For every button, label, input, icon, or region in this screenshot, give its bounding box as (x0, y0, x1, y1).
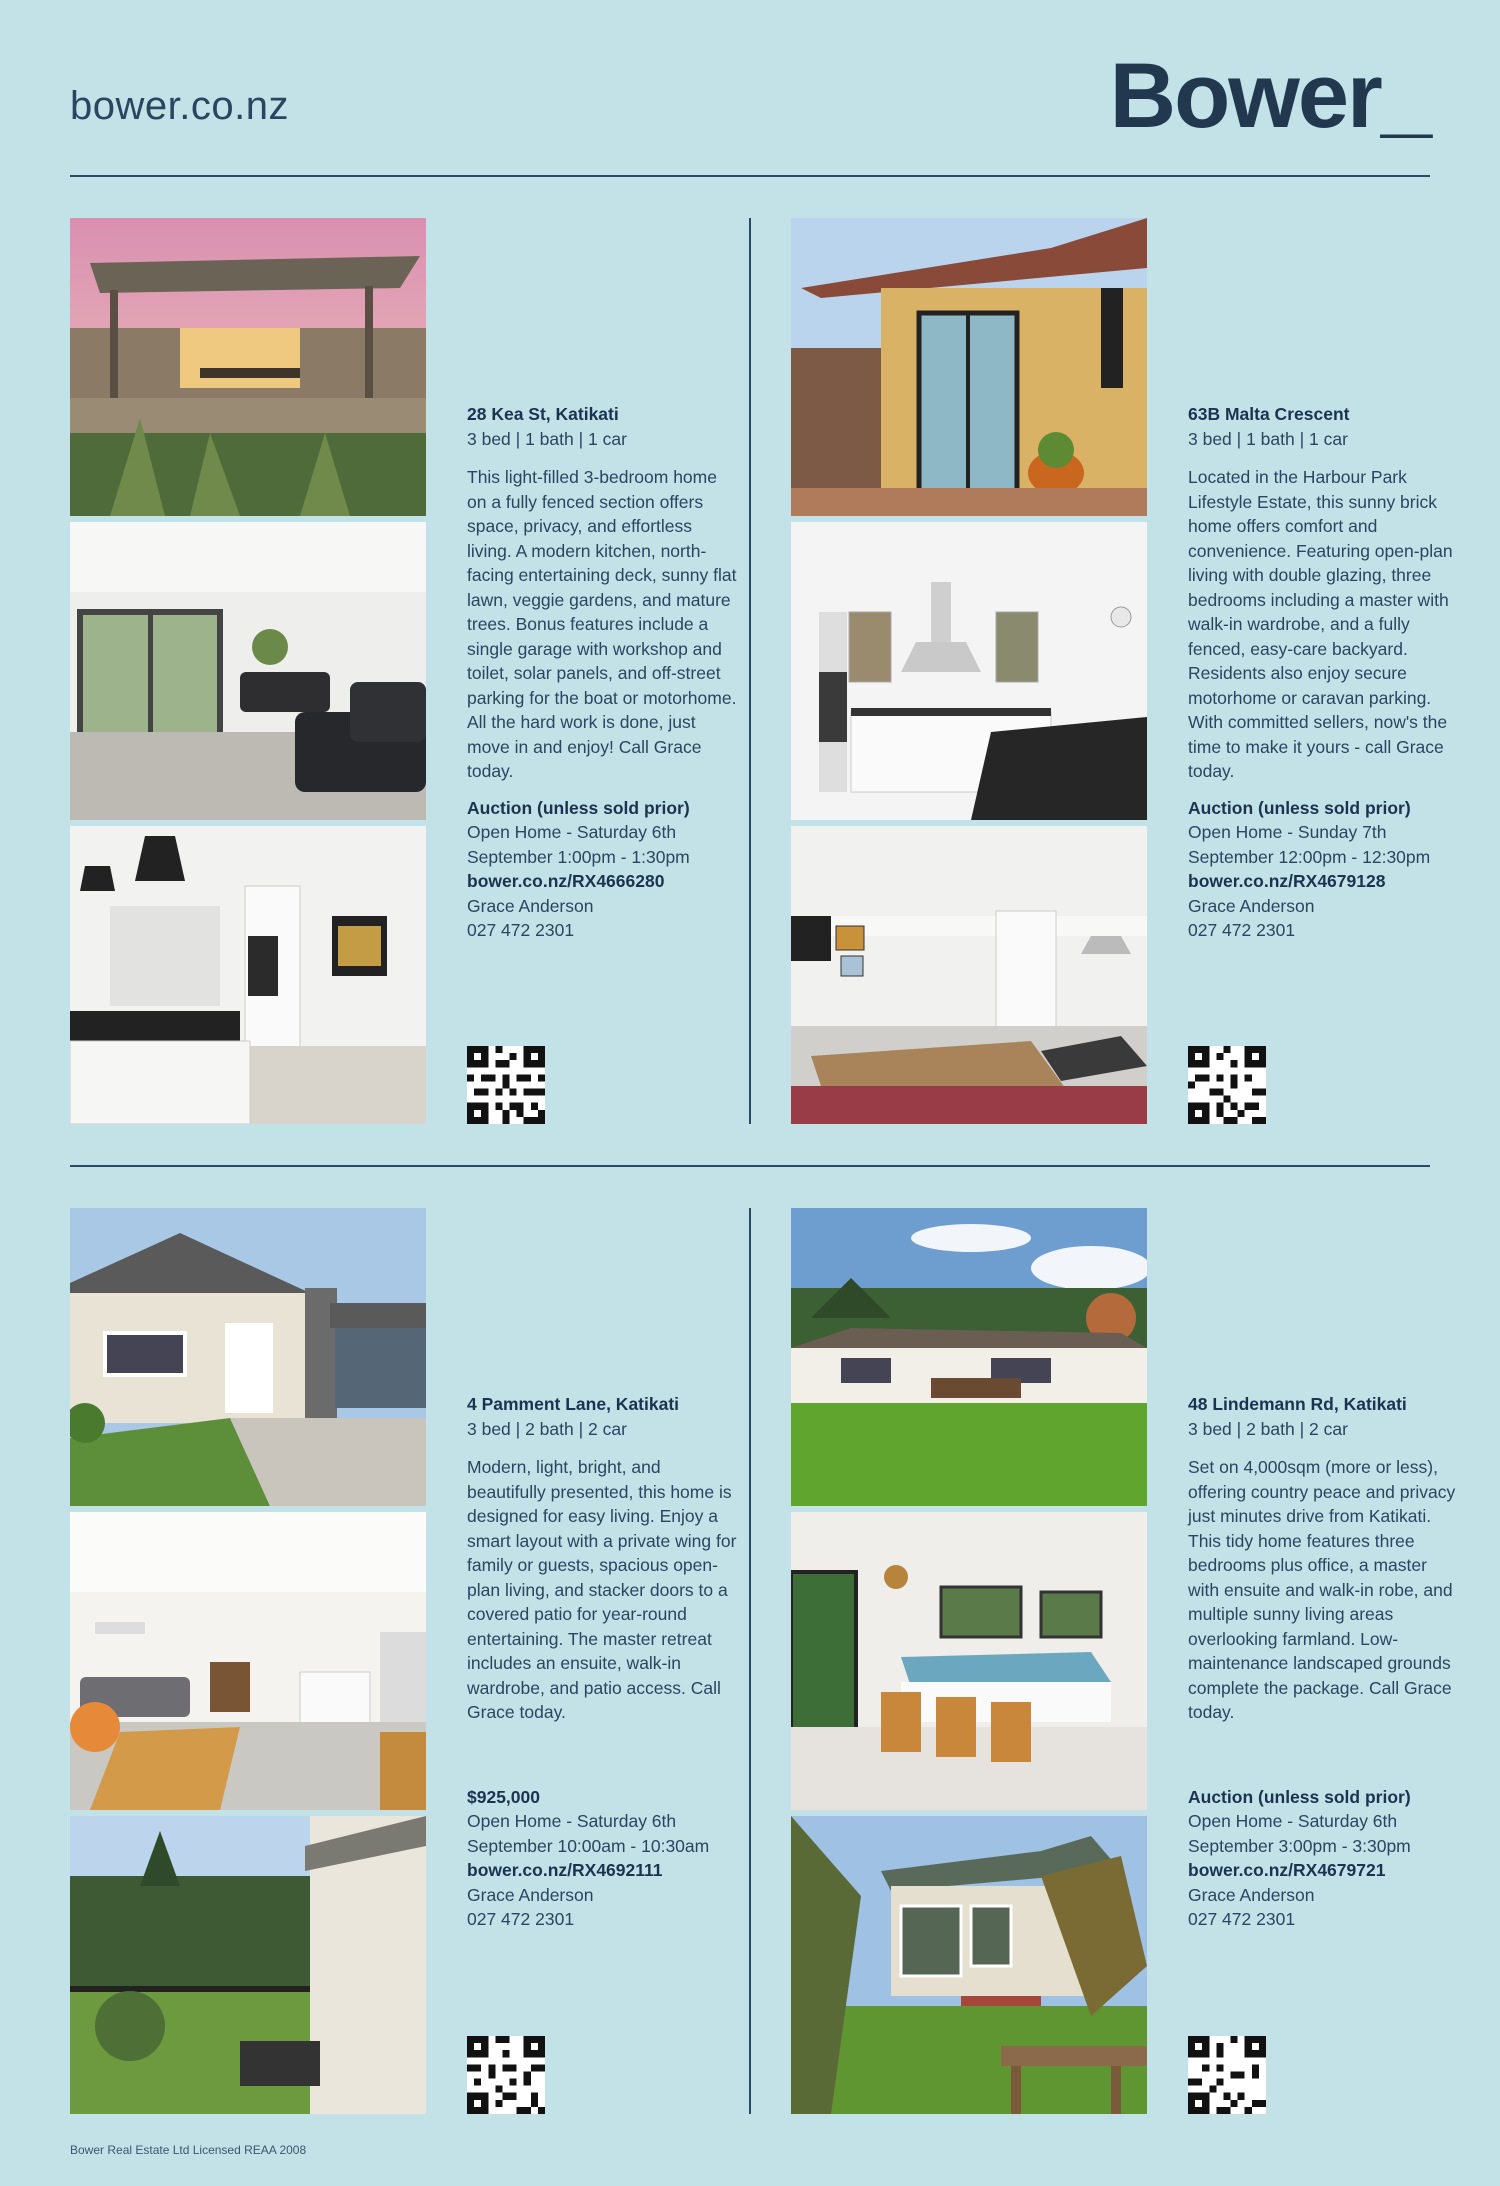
agent-phone[interactable]: 027 472 2301 (1188, 920, 1296, 940)
listing-specs: 3 bed | 2 bath | 2 car (1188, 1418, 1348, 1439)
brick-exterior-photo[interactable] (791, 218, 1147, 516)
open-home-time: Open Home - Saturday 6th September 3:00pm - 3:30pm (1188, 1811, 1411, 1856)
price: $925,000 (467, 1786, 540, 1807)
listing-card (70, 218, 737, 1124)
listing-specs: 3 bed | 2 bath | 2 car (467, 1418, 627, 1439)
listing-address: 63B Malta Crescent (1188, 404, 1350, 424)
sale-method: Auction (unless sold prior) (1188, 797, 1411, 818)
listing-link[interactable]: bower.co.nz/RX4666280 (467, 871, 665, 891)
qr-code-icon[interactable] (467, 1046, 545, 1124)
middle-divider (70, 1165, 1430, 1167)
kitchen-dining-photo[interactable] (791, 1512, 1147, 1810)
listing-card (70, 1208, 737, 2114)
kitchen-photo[interactable] (70, 826, 426, 1124)
listing-specs: 3 bed | 1 bath | 1 car (467, 428, 627, 449)
sale-method: Auction (unless sold prior) (467, 797, 690, 818)
listing-card (791, 218, 1451, 1124)
qr-code-icon[interactable] (1188, 1046, 1266, 1124)
house-front-photo[interactable] (70, 1208, 426, 1506)
listing-address: 4 Pamment Lane, Katikati (467, 1394, 680, 1414)
listing-description: Modern, light, bright, and beautifully presented, this home is designed for easy living. Enjoy a smart layout with a private wing for family or guests, spacious open-plan living, and stacker doors to a covered patio for year-round entertaining. The master retreat includes an ensuite, walk-in wardrobe, and patio access. Call Grace today. (467, 1457, 737, 1722)
column-divider-bottom (749, 1208, 751, 2114)
listing-description: This light-filled 3-bedroom home on a fully fenced section offers space, privacy, and effortless living. A modern kitchen, north-facing entertaining deck, sunny flat lawn, veggie gardens, and mature trees. Bonus features include a single garage with workshop and toilet, solar panels, and off-street parking for the boat or motorhome. All the hard work is done, just move in and enjoy! Call Grace today. (467, 467, 737, 781)
garden-deck-photo[interactable] (791, 1816, 1147, 2114)
column-divider-top (749, 218, 751, 1124)
qr-code-icon[interactable] (1188, 2036, 1266, 2114)
bower-logo: Bower_ (1109, 45, 1430, 147)
deck-pergola-photo[interactable] (70, 218, 426, 516)
license-footer: Bower Real Estate Ltd Licensed REAA 2008 (70, 2143, 307, 2157)
rural-house-photo[interactable] (791, 1208, 1147, 1506)
open-plan-living-photo[interactable] (791, 826, 1147, 1124)
listing-card (791, 1208, 1456, 2114)
listing-link[interactable]: bower.co.nz/RX4692111 (467, 1860, 663, 1880)
agent-name: Grace Anderson (1188, 1884, 1315, 1905)
kitchen-photo[interactable] (791, 522, 1147, 820)
agent-name: Grace Anderson (467, 1884, 594, 1905)
listing-description: Located in the Harbour Park Lifestyle Estate, this sunny brick home offers comfort and convenience. Featuring open-plan living with double glazing, three bedrooms including a master with walk-in wardrobe, and a fully fenced, easy-care backyard. Residents also enjoy secure motorhome or caravan parking. With committed sellers, now's the time to make it yours - call Grace today. (1188, 467, 1453, 781)
open-plan-dining-photo[interactable] (70, 1512, 426, 1810)
listing-specs: 3 bed | 1 bath | 1 car (1188, 428, 1348, 449)
qr-code-icon[interactable] (467, 2036, 545, 2114)
listing-link[interactable]: bower.co.nz/RX4679128 (1188, 871, 1386, 891)
sale-method: Auction (unless sold prior) (1188, 1786, 1411, 1807)
living-room-photo[interactable] (70, 522, 426, 820)
open-home-time: Open Home - Saturday 6th September 1:00pm - 1:30pm (467, 822, 690, 867)
agent-phone[interactable]: 027 472 2301 (467, 1909, 575, 1929)
agent-phone[interactable]: 027 472 2301 (1188, 1909, 1296, 1929)
header-divider (70, 175, 1430, 177)
listing-link[interactable]: bower.co.nz/RX4679721 (1188, 1860, 1386, 1880)
listing-description: Set on 4,000sqm (more or less), offering country peace and privacy just minutes drive from Katikati. This tidy home features three bedrooms plus office, a master with ensuite and walk-in robe, and multiple sunny living areas overlooking farmland. Low-maintenance landscaped grounds complete the package. Call Grace today. (1188, 1457, 1456, 1722)
open-home-time: Open Home - Sunday 7th September 12:00pm - 12:30pm (1188, 822, 1431, 867)
open-home-time: Open Home - Saturday 6th September 10:00am - 10:30am (467, 1811, 710, 1856)
listing-address: 28 Kea St, Katikati (467, 404, 619, 424)
site-url[interactable]: bower.co.nz (70, 84, 289, 128)
agent-phone[interactable]: 027 472 2301 (467, 920, 575, 940)
agent-name: Grace Anderson (467, 895, 594, 916)
agent-name: Grace Anderson (1188, 895, 1315, 916)
listing-address: 48 Lindemann Rd, Katikati (1188, 1394, 1407, 1414)
garden-patio-photo[interactable] (70, 1816, 426, 2114)
